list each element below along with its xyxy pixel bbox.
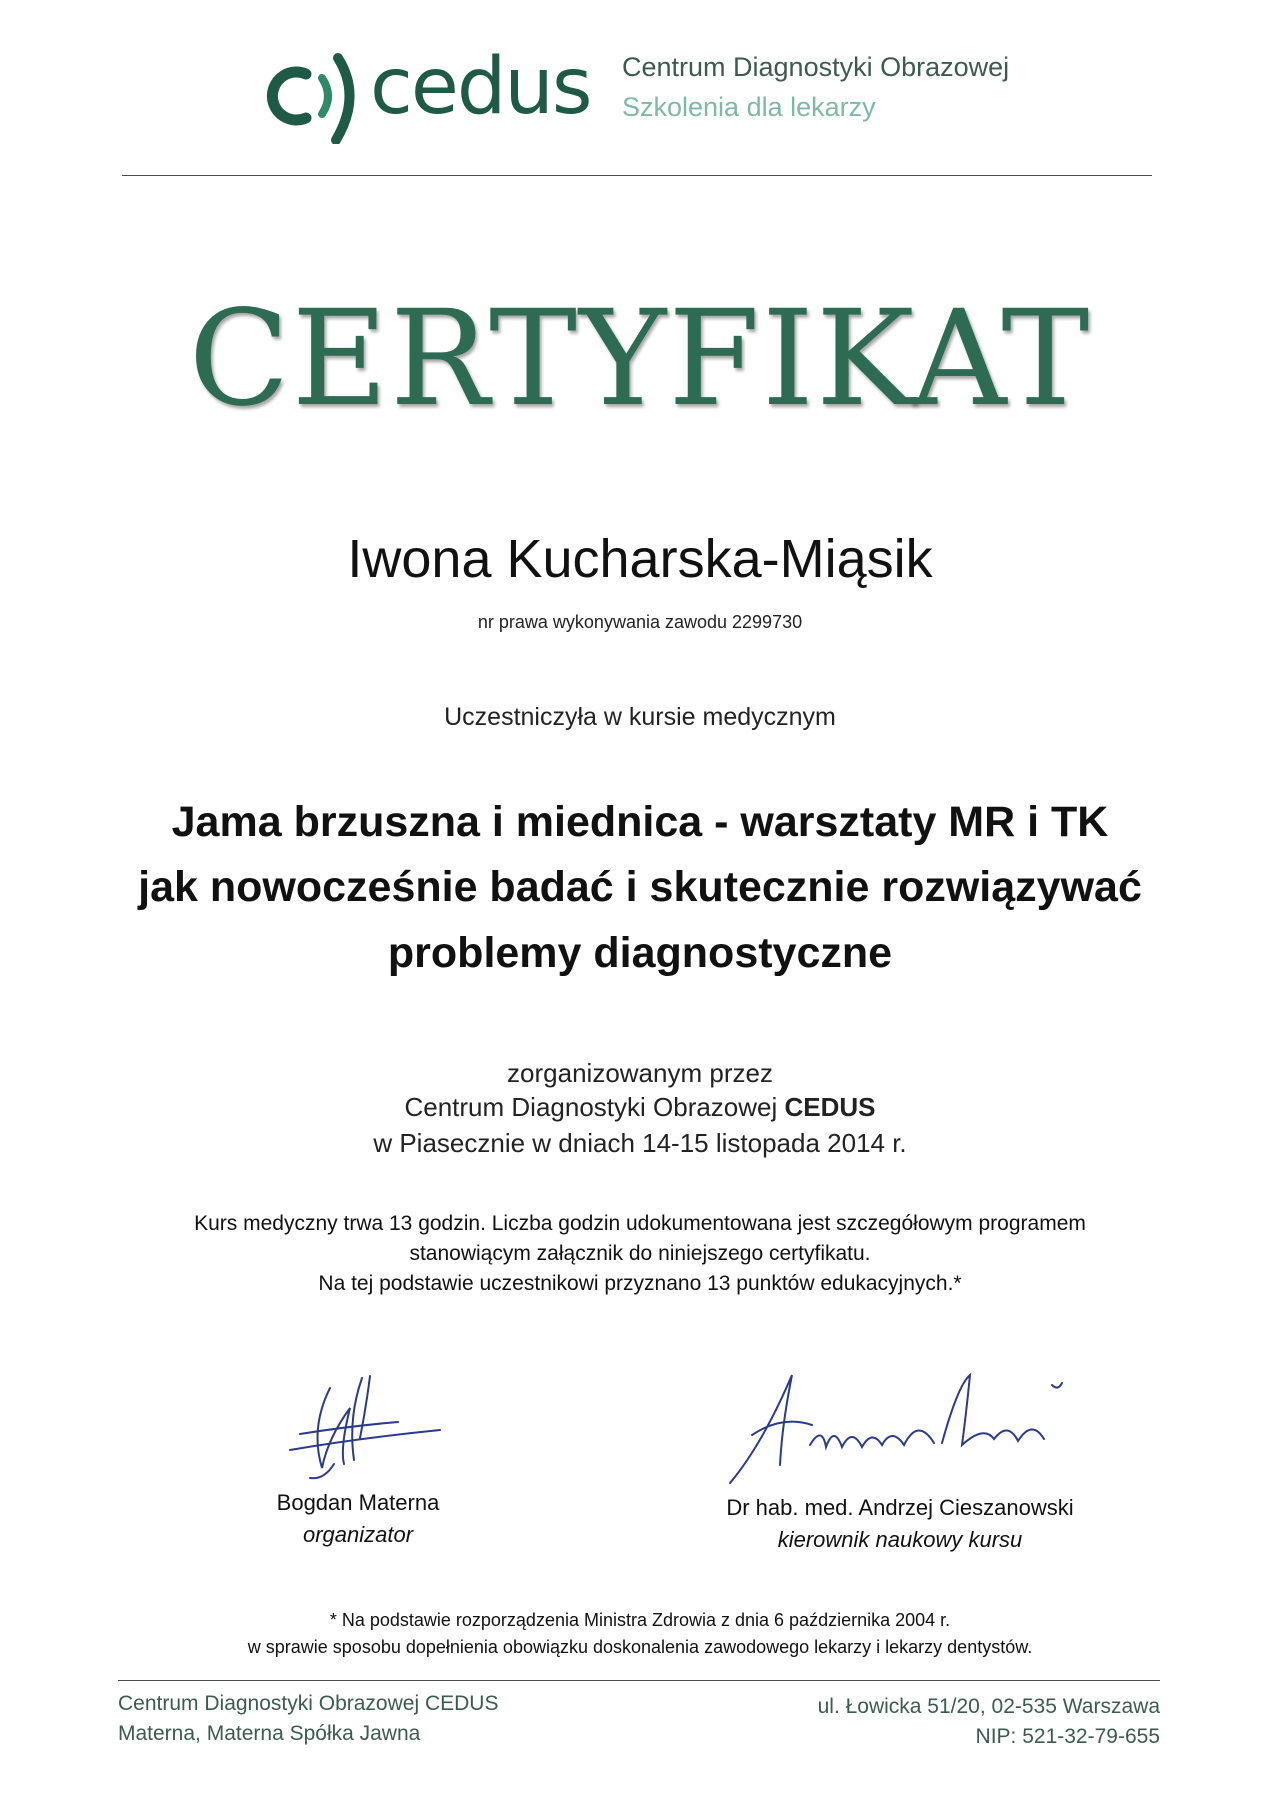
recipient-name: Iwona Kucharska-Miąsik — [347, 529, 933, 589]
signatory-role: kierownik naukowy kursu — [777, 1527, 1023, 1552]
cedus-logo-icon — [258, 44, 378, 144]
footer-nip: NIP: 521-32-79-655 — [975, 1725, 1160, 1748]
course-title-line: Jama brzuszna i miednica - warsztaty MR i TK — [171, 798, 1109, 846]
header-org-name: Centrum Diagnostyki Obrazowej — [622, 52, 1010, 82]
footnote-line: * Na podstawie rozporządzenia Ministra Zdrowia z dnia 6 października 2004 r. — [329, 1610, 951, 1630]
participation-text: Uczestniczyła w kursie medycznym — [444, 703, 836, 731]
logo-wordmark: cedus — [370, 42, 591, 132]
organizer-name: Centrum Diagnostyki Obrazowej — [404, 1092, 778, 1122]
certificate-title: CERTYFIKAT — [188, 282, 1092, 436]
signatory-name: Dr hab. med. Andrzej Cieszanowski — [726, 1495, 1074, 1520]
header-divider — [122, 175, 1152, 176]
organizer-line: w Piasecznie w dniach 14-15 listopada 2014 r. — [373, 1128, 907, 1158]
footer-company-form: Materna, Materna Spółka Jawna — [118, 1722, 421, 1745]
organizer-line: zorganizowanym przez — [507, 1058, 773, 1088]
footer-address: ul. Łowicka 51/20, 02-535 Warszawa — [817, 1695, 1160, 1718]
course-info-line: Na tej podstawie uczestnikowi przyznano 13 punktów edukacyjnych.* — [318, 1272, 962, 1295]
license-number: nr prawa wykonywania zawodu 2299730 — [477, 612, 803, 632]
footnote-line: w sprawie sposobu dopełnienia obowiązku doskonalenia zawodowego lekarzy i lekarzy dentystów. — [247, 1637, 1033, 1657]
organizer-line — [0, 1092, 1280, 1123]
signatory-name: Bogdan Materna — [276, 1490, 440, 1515]
footer-company: Centrum Diagnostyki Obrazowej CEDUS — [118, 1692, 499, 1715]
signature-right — [722, 1355, 1102, 1490]
course-info-line: Kurs medyczny trwa 13 godzin. Liczba godzin udokumentowana jest szczegółowym programem — [194, 1212, 1086, 1235]
signature-left — [270, 1368, 450, 1488]
footer-divider — [118, 1680, 1160, 1681]
signatory-role: organizator — [302, 1522, 414, 1547]
course-title-line: jak nowocześnie badać i skutecznie rozwiązywać — [138, 863, 1142, 911]
course-title-line: problemy diagnostyczne — [387, 929, 893, 977]
header-org-subtitle: Szkolenia dla lekarzy — [622, 92, 876, 122]
organizer-brand: CEDUS — [784, 1092, 876, 1122]
course-info-line: stanowiącym załącznik do niniejszego certyfikatu. — [409, 1242, 871, 1265]
